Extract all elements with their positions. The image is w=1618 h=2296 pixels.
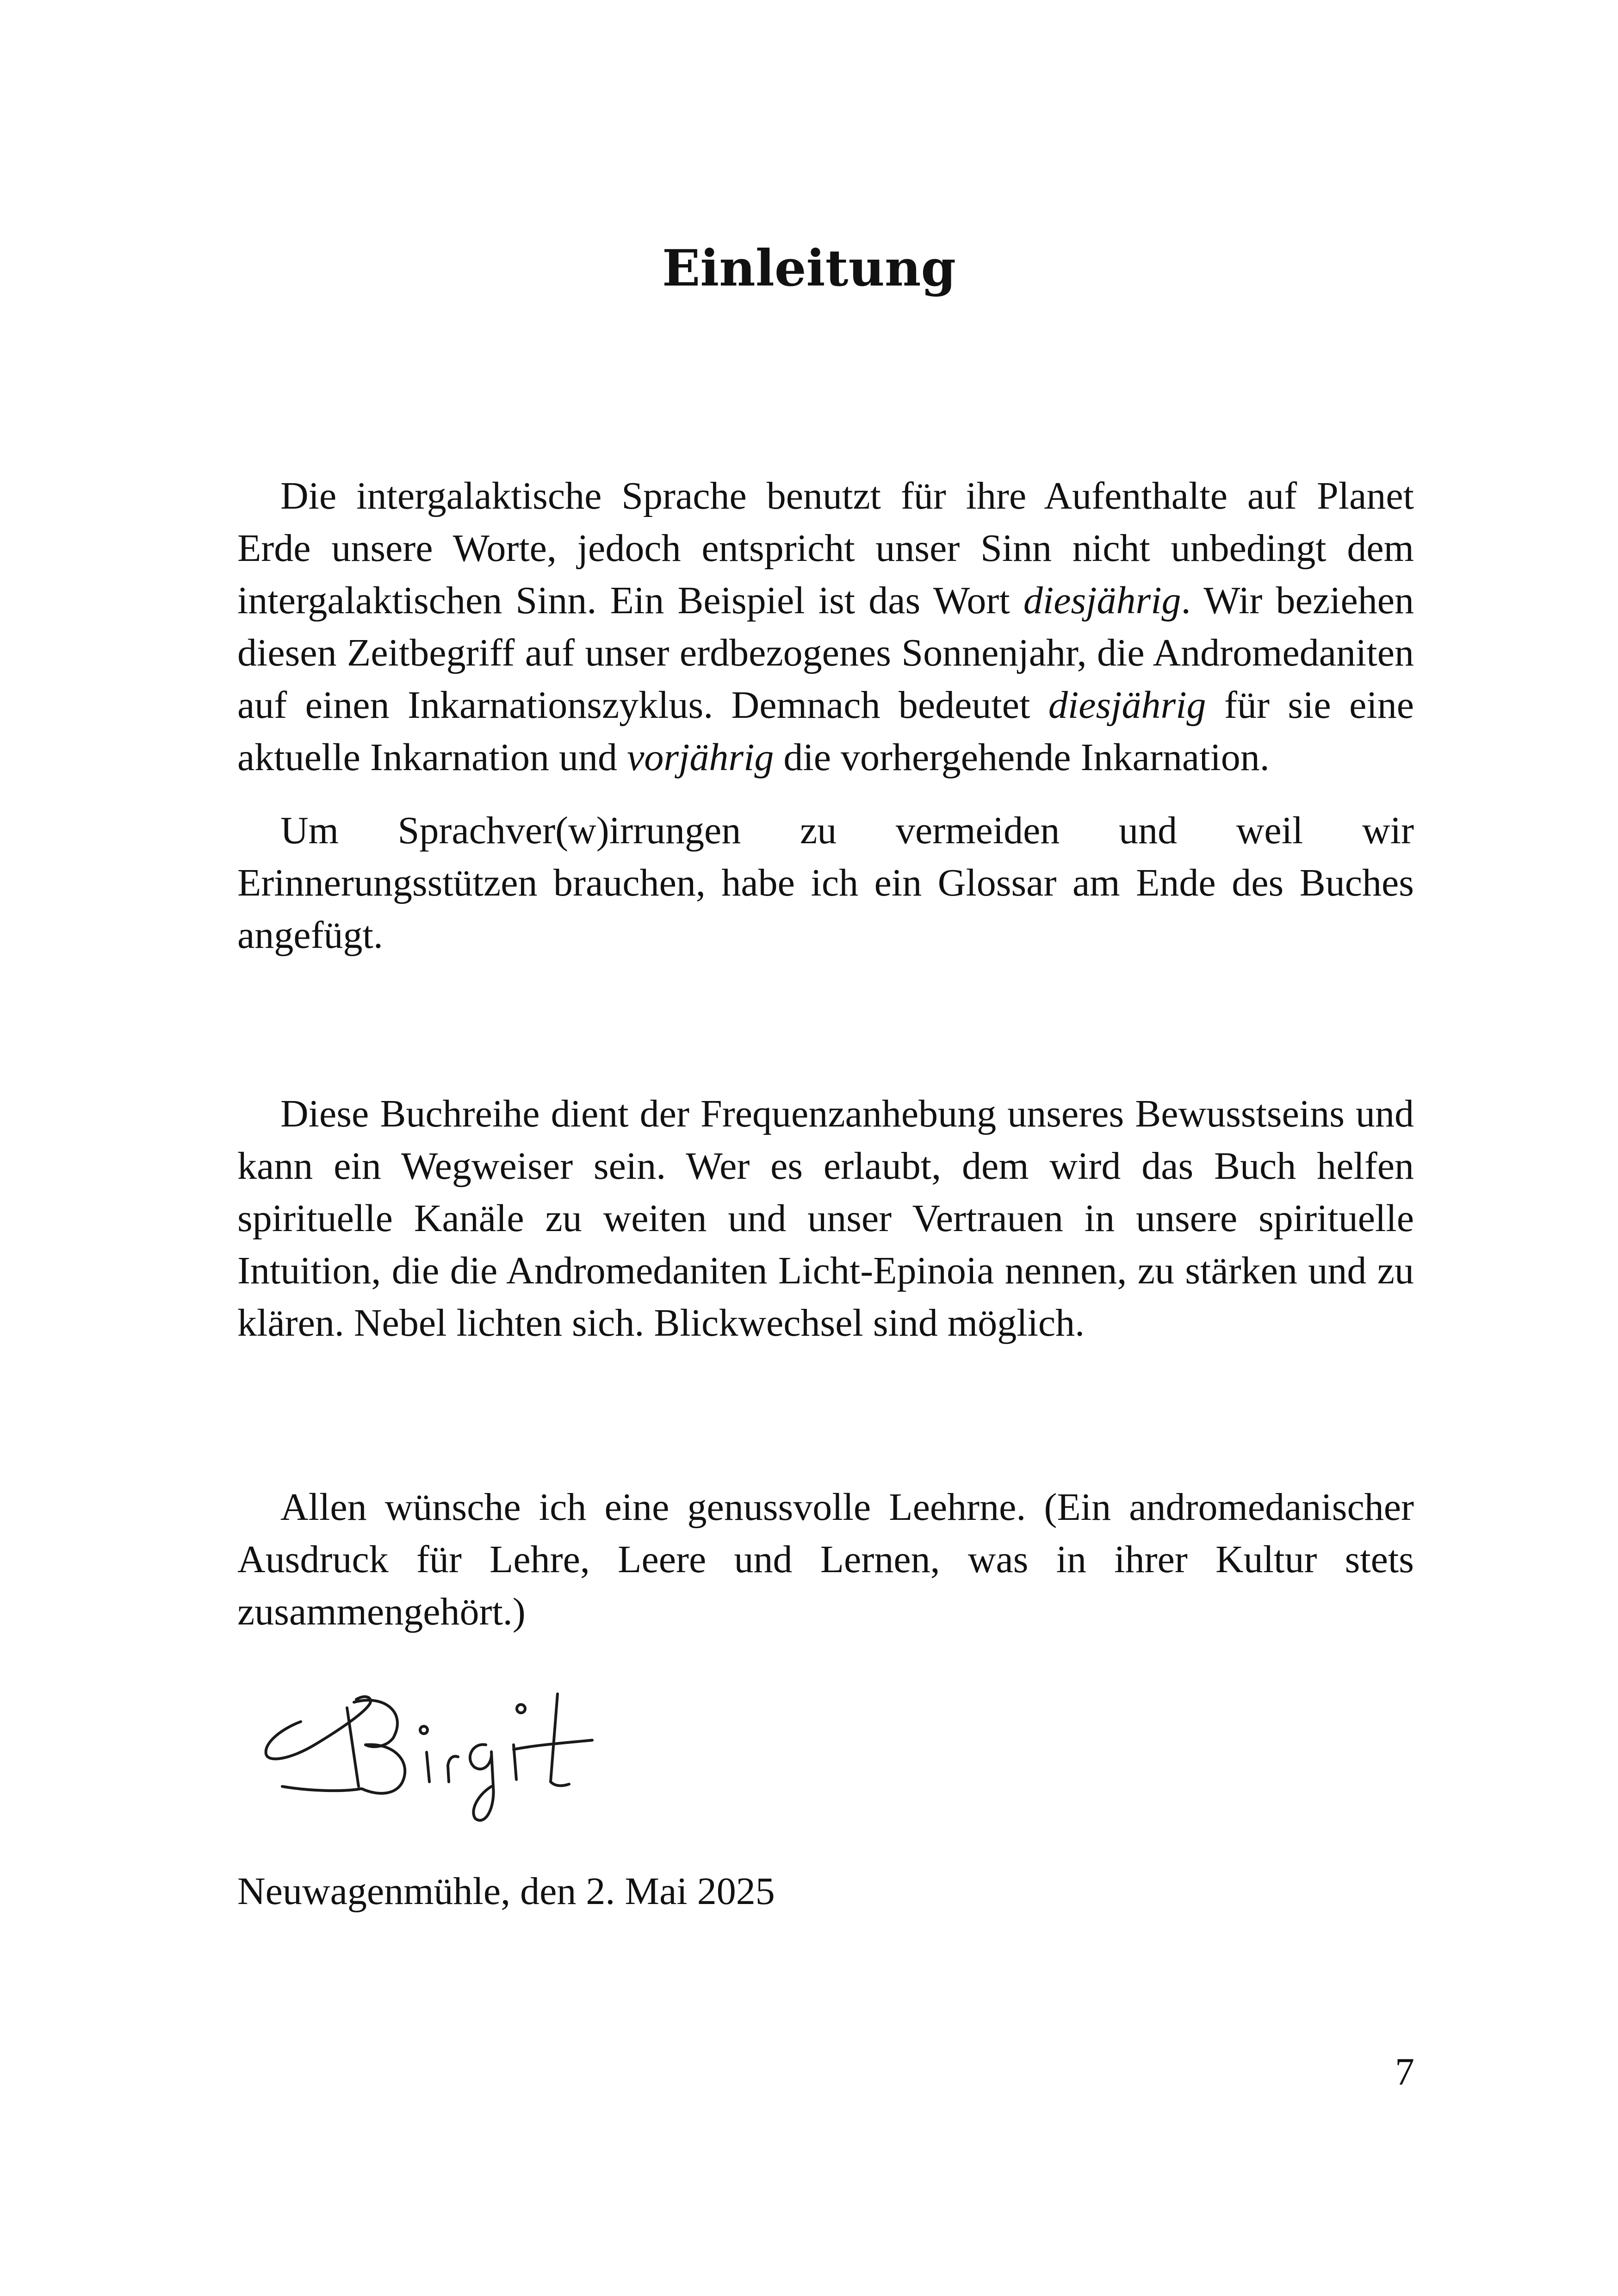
- purpose-paragraph: Diese Buchreihe dient der Frequenzanhebung unseres Bewusstseins und kann ein Wegweiser sein. Wer es erlaubt, dem wird das Buch helfen spirituelle Kanäle zu weiten und unser Vertrauen in unsere spirituelle Intuition, die die Andromedaniten Licht-Epinoia nennen, zu stärken und zu klären. Nebel lichten sich. Blickwechsel sind möglich.: [237, 1092, 1414, 1344]
- intro-italic-term-2: diesjährig: [1048, 684, 1206, 727]
- page-title: Einleitung: [662, 239, 956, 298]
- intro-text-b: . Wir beziehen diesen Zeitbegriff auf unser erdbezogenes Sonnenjahr, die Andromedaniten auf einen Inkarnationszyklus. Demnach bedeutet: [237, 579, 1414, 727]
- purpose-section: [237, 1088, 1414, 1349]
- handwritten-signature: [254, 1648, 606, 1833]
- page-number: 7: [1395, 2050, 1414, 2093]
- closing-section: [237, 1481, 1414, 1638]
- intro-paragraph-1: [237, 470, 1414, 784]
- intro-text-a: Die intergalaktische Sprache benutzt für ihre Aufenthalte auf Planet Erde unsere Worte, jedoch entspricht unser Sinn nicht unbedingt dem intergalaktischen Sinn. Ein Beispiel ist das Wort: [237, 474, 1414, 622]
- place-and-date: Neuwagenmühle, den 2. Mai 2025: [237, 1870, 775, 1913]
- intro-section: [237, 470, 1414, 961]
- closing-paragraph: Allen wünsche ich eine genussvolle Leehrne. (Ein andromedanischer Ausdruck für Lehre, Leere und Lernen, was in ihrer Kultur stets zusammengehört.): [237, 1486, 1414, 1633]
- intro-paragraph-2: Um Sprachver(w)irrungen zu vermeiden und weil wir Erinnerungsstützen brauchen, habe ich ein Glossar am Ende des Buches angefügt.: [237, 809, 1414, 957]
- intro-text-d: die vorhergehende Inkarnation.: [774, 736, 1270, 779]
- intro-italic-term-1: diesjährig: [1023, 579, 1181, 622]
- intro-italic-term-3: vorjährig: [627, 736, 774, 779]
- intro-text-c: für sie eine aktuelle Inkarnation und: [237, 684, 1414, 779]
